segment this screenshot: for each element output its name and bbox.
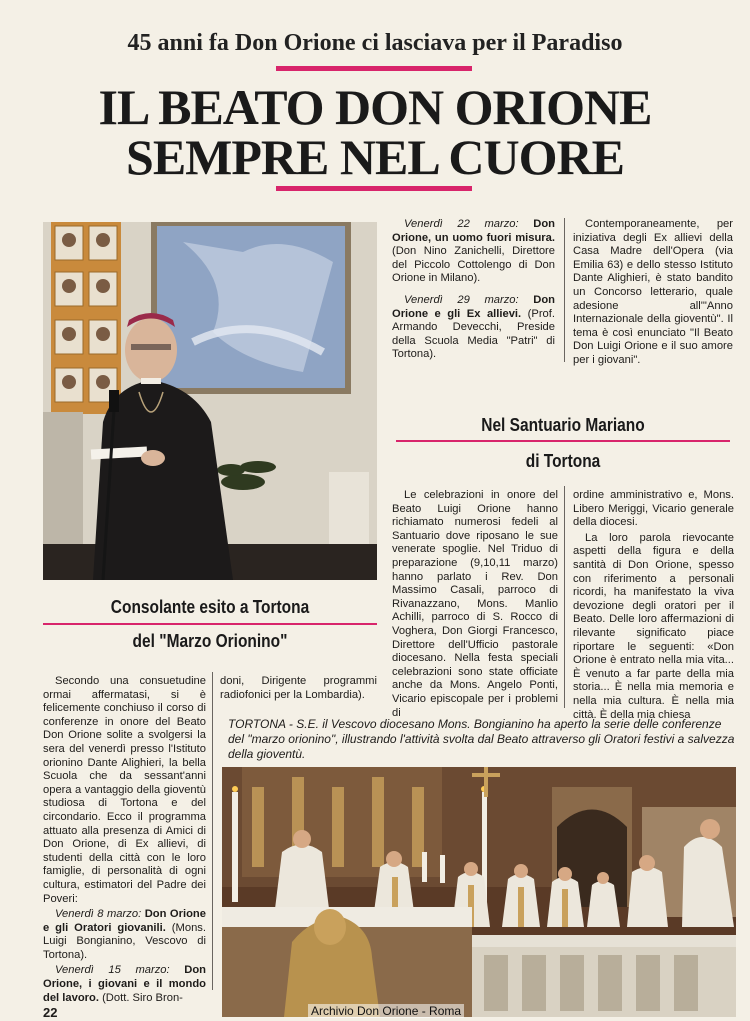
entry2-title: Don Orione, i giovani e il mondo del lavoro. (43, 964, 207, 1004)
col-f-p1: ordine amministrativo e, Mons. Libero Meriggi, Vicario generale della diocesi. (573, 489, 734, 529)
column-divider-cd (564, 218, 565, 362)
column-d (573, 218, 733, 370)
page-number: 22 (43, 1005, 58, 1020)
overhead-rule (276, 66, 472, 71)
entry3-date: Venerdì 22 marzo: (404, 218, 519, 230)
caption-text: - S.E. il Vescovo diocesano Mons. Bongianino ha aperto la serie delle conferenze del "marzo orionino", illustrando l'attività svolta dal Beato attraverso gli Oratori festivi a salvezza della gioventù. (228, 717, 735, 761)
col-a-entry2 (43, 964, 206, 1005)
column-divider-ef (564, 486, 565, 708)
photo-bishop-svg (43, 222, 377, 580)
col-b-text: doni, Dirigente programmi radiofonici per la Lombardia). (220, 675, 377, 701)
col-a-intro: Secondo una consuetudine ormai affermatasi, si è felicemente conchiuso il corso di conferenze in onore del Beato Don Orione solite a svolgersi la sera del venerdì presso l'Istituto orionino Dante Alighieri, la bella Scuola che da sessant'anni opera a vantaggio della gioventù studiosa di Tortona e del circondario. Ecco il programma attuato alla presenza di Amici di Don Orione, di Ex allievi, di studenti della città con le loro famiglie, di personalità di ogni cultura, estimatori del Padre dei Poveri: (43, 675, 206, 905)
headline-rule (276, 186, 472, 191)
entry1-title: Don Orione e gli Oratori giovanili. (43, 908, 206, 934)
entry1-rest: (Mons. Luigi Bongianino, Vescovo di Tortona). (43, 921, 206, 961)
column-f (573, 489, 734, 724)
entry2-date: Venerdì 15 marzo: (55, 964, 170, 977)
column-c (392, 218, 555, 364)
col-e-text: Le celebrazioni in onore del Beato Luigi Orione hanno richiamato numerosi fedeli al Santuario dove riposano le sue venerate spoglie. Nel Triduo di preparazione (9,10,11 marzo) hanno parlato i Rev. Don Massimo Casali, parroco di Rivanazzano, Mons. Manlio Achilli, parroco di S. Rocco di Voghera, Don Giorgi Francesco, Direttore dell'Ufficio pastorale diocesano. Nella festa speciali celebrazioni sono state officiate anche da Mons. Angelo Ponti, Vicario episcopale per i problemi di (392, 489, 558, 719)
entry4-date: Venerdì 29 marzo: (404, 293, 519, 306)
photo-bishop-lectern (43, 222, 377, 580)
column-e (392, 489, 558, 722)
section2-rule (396, 440, 730, 442)
section1-title-line2: del "Marzo Orionino" (132, 631, 288, 651)
photo-altar-svg (222, 767, 736, 1017)
section2-title-line1: Nel Santuario Mariano (481, 415, 645, 435)
entry4-rest: (Prof. Armando Devecchi, Preside della Scuola Media "Patri" di Tortona). (392, 307, 555, 361)
col-c-entry3 (392, 218, 555, 286)
column-divider-ab (212, 672, 213, 990)
photo-altar-celebration (222, 767, 736, 1017)
entry4-title: Don Orione e gli Ex allievi. (392, 293, 556, 320)
col-c-entry4 (392, 294, 555, 362)
headline-line2: SEMPRE NEL CUORE (126, 129, 624, 185)
section1-title-line1: Consolante esito a Tortona (110, 597, 310, 617)
section1-rule (43, 623, 377, 625)
column-a (43, 675, 206, 1007)
headline-line1: IL BEATO DON ORIONE (98, 79, 652, 135)
entry3-title: Don Orione, un uomo fuori misura. (392, 218, 556, 244)
section2-title-line2: di Tortona (525, 451, 601, 471)
caption-place: TORTONA (228, 717, 286, 731)
column-b (220, 675, 377, 704)
entry1-date: Venerdì 8 marzo: (55, 908, 142, 921)
overhead-title: 45 anni fa Don Orione ci lasciava per il Paradiso (127, 30, 623, 56)
col-a-entry1 (43, 908, 206, 962)
col-f-p2: La loro parola rievocante aspetti della figura e della santità di Don Orione, spesso con riferimento a personali ricordi, ha manifestato la viva devozione degli oratori per il Beato. Delle loro affermazioni di rilevante significato piace riportare le seguenti: «Don Orione è entrato nella mia vita... È venuto a far parte della mia storia... È nella mia memoria e nella mia cultura. È nella mia città. È della mia chiesa (573, 531, 734, 721)
archive-watermark: Archivio Don Orione - Roma (308, 1004, 464, 1018)
entry2-rest: (Dott. Siro Bron- (102, 991, 183, 1004)
entry3-rest: (Don Nino Zanichelli, Direttore del Piccolo Cottolengo di Don Orione in Milano). (392, 245, 555, 285)
col-d-text: Contemporaneamente, per iniziativa degli Ex allievi della Casa Madre dell'Opera (via Emilia 63) e dello stesso Istituto Dante Alighieri, è stato bandito un Concorso letterario, quale adesione all'"Anno Internazionale della gioventù". Il tema è così enunciato "Il Beato Don Luigi Orione e il suo amore per i giovani". (573, 218, 733, 366)
photo-caption (228, 717, 736, 762)
